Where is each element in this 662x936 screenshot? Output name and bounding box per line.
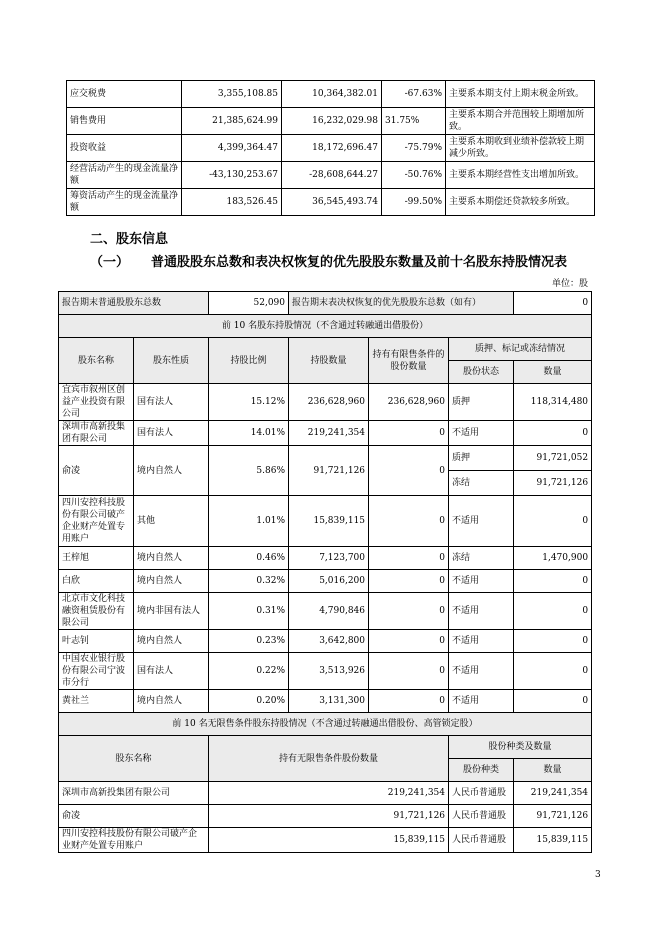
- unrestricted-name: 四川安控科技股份有限公司破产企业财产处置专用账户: [59, 828, 209, 853]
- fin-reason: 主要系本期支付上期末税金所致。: [446, 81, 595, 108]
- holder-quantity: 4,790,846: [289, 593, 369, 630]
- holder-amount: 0: [514, 421, 592, 446]
- holder-name: 俞凌: [59, 446, 134, 496]
- holder-amount: 0: [514, 690, 592, 713]
- holder-nature: 境内自然人: [134, 570, 209, 593]
- top10-header-row: [59, 338, 592, 361]
- holder-quantity: 91,721,126: [289, 446, 369, 496]
- holder-nature: 境内自然人: [134, 547, 209, 570]
- table-row: [59, 384, 592, 421]
- holder-amount: 0: [514, 570, 592, 593]
- holder-amount: 0: [514, 496, 592, 547]
- fin-item: 经营活动产生的现金流量净额: [67, 162, 182, 189]
- unrestricted-quantity: 15,839,115: [209, 828, 449, 853]
- holder-name: 四川安控科技股份有限公司破产企业财产处置专用账户: [59, 496, 134, 547]
- fin-previous: 18,172,696.47: [282, 135, 382, 162]
- holder-status: 不适用: [449, 593, 514, 630]
- table-row: [67, 135, 595, 162]
- unrestricted-quantity: 91,721,126: [209, 805, 449, 828]
- preferred-holders-label: 报告期末表决权恢复的优先股股东总数（如有）: [289, 292, 514, 315]
- holder-nature: 境内自然人: [134, 630, 209, 653]
- fin-reason: 主要系本期偿还贷款较多所致。: [446, 189, 595, 216]
- table-row: [59, 828, 592, 853]
- holder-name: 王梓旭: [59, 547, 134, 570]
- holder-name: 深圳市高新投集团有限公司: [59, 421, 134, 446]
- financial-changes-table: [66, 80, 595, 216]
- holder-nature: 国有法人: [134, 421, 209, 446]
- header-restricted: 持有有限售条件的股份数量: [369, 338, 449, 384]
- header-class: 股份种类: [449, 759, 514, 782]
- holder-status: 质押: [449, 446, 514, 471]
- holder-restricted: 0: [369, 630, 449, 653]
- holder-name: 宜宾市叙州区创益产业投资有限公司: [59, 384, 134, 421]
- holder-quantity: 3,642,800: [289, 630, 369, 653]
- table-row: [59, 653, 592, 690]
- holder-ratio: 0.31%: [209, 593, 289, 630]
- table-row: [59, 446, 592, 471]
- holder-amount: 1,470,900: [514, 547, 592, 570]
- holder-amount: 91,721,052: [514, 446, 592, 471]
- holder-ratio: 0.23%: [209, 630, 289, 653]
- holder-amount: 0: [514, 653, 592, 690]
- unrestricted-quantity: 219,241,354: [209, 782, 449, 805]
- header-status: 股份状态: [449, 361, 514, 384]
- unrestricted-name: 深圳市高新投集团有限公司: [59, 782, 209, 805]
- table-row: [59, 421, 592, 446]
- unit-label: 单位：股: [551, 279, 588, 289]
- subsection-text: 普通股股东总数和表决权恢复的优先股股东数量及前十名股东持股情况表: [151, 255, 568, 270]
- header-ratio: 持股比例: [209, 338, 289, 384]
- preferred-holders-value: 0: [514, 292, 592, 315]
- subsection-number: （一）: [90, 255, 130, 270]
- holder-amount: 0: [514, 630, 592, 653]
- unrestricted-title-row: [59, 713, 592, 736]
- fin-current: 4,399,364.47: [182, 135, 282, 162]
- holder-ratio: 0.32%: [209, 570, 289, 593]
- table-row: [59, 593, 592, 630]
- unrestricted-amount: 91,721,126: [514, 805, 592, 828]
- holder-amount: 0: [514, 593, 592, 630]
- holder-ratio: 0.22%: [209, 653, 289, 690]
- holder-quantity: 3,131,300: [289, 690, 369, 713]
- table-row: [67, 108, 595, 135]
- holder-ratio: 0.46%: [209, 547, 289, 570]
- fin-current: 3,355,108.85: [182, 81, 282, 108]
- summary-row: [59, 292, 592, 315]
- holder-quantity: 5,016,200: [289, 570, 369, 593]
- unrestricted-amount: 219,241,354: [514, 782, 592, 805]
- holder-name: 黄社兰: [59, 690, 134, 713]
- holder-amount: 118,314,480: [514, 384, 592, 421]
- holder-quantity: 219,241,354: [289, 421, 369, 446]
- holder-name: 中国农业银行股份有限公司宁波市分行: [59, 653, 134, 690]
- holder-nature: 国有法人: [134, 653, 209, 690]
- holder-status: 不适用: [449, 630, 514, 653]
- fin-reason: 主要系本期收到业绩补偿款较上期减少所致。: [446, 135, 595, 162]
- table-row: [67, 189, 595, 216]
- header-amount: 数量: [514, 361, 592, 384]
- holder-ratio: 14.01%: [209, 421, 289, 446]
- holder-status: 质押: [449, 384, 514, 421]
- holder-restricted: 0: [369, 653, 449, 690]
- fin-previous: 36,545,493.74: [282, 189, 382, 216]
- unrestricted-header-row: [59, 736, 592, 759]
- holder-name: 北京市文化科技融资租赁股份有限公司: [59, 593, 134, 630]
- fin-item: 投资收益: [67, 135, 182, 162]
- holder-nature: 境内自然人: [134, 446, 209, 496]
- holder-status: 不适用: [449, 496, 514, 547]
- header-name: 股东名称: [59, 338, 134, 384]
- unrestricted-title: 前 10 名无限售条件股东持股情况（不含通过转融通出借股份、高管锁定股）: [59, 713, 592, 736]
- fin-reason: 主要系本期经营性支出增加所致。: [446, 162, 595, 189]
- top10-title-row: [59, 315, 592, 338]
- header-class-group: 股份种类及数量: [449, 736, 592, 759]
- holder-status: 不适用: [449, 421, 514, 446]
- holder-status: 不适用: [449, 570, 514, 593]
- table-row: [59, 570, 592, 593]
- fin-item: 筹资活动产生的现金流量净额: [67, 189, 182, 216]
- holder-restricted: 0: [369, 570, 449, 593]
- fin-reason: 主要系本期合并范围较上期增加所致。: [446, 108, 595, 135]
- fin-previous: -28,608,644.27: [282, 162, 382, 189]
- holder-restricted: 0: [369, 446, 449, 496]
- table-row: [59, 805, 592, 828]
- table-row: [67, 162, 595, 189]
- fin-current: -43,130,253.67: [182, 162, 282, 189]
- unrestricted-class: 人民币普通股: [449, 782, 514, 805]
- holder-status: 冻结: [449, 547, 514, 570]
- holder-restricted: 0: [369, 593, 449, 630]
- table-row: [59, 496, 592, 547]
- holder-quantity: 236,628,960: [289, 384, 369, 421]
- holder-quantity: 15,839,115: [289, 496, 369, 547]
- fin-change: 31.75%: [382, 108, 446, 135]
- shareholders-table: [58, 291, 592, 853]
- subsection-title: [90, 251, 567, 270]
- holder-status: 不适用: [449, 653, 514, 690]
- table-row: [59, 690, 592, 713]
- unrestricted-class: 人民币普通股: [449, 828, 514, 853]
- fin-item: 应交税费: [67, 81, 182, 108]
- table-row: [59, 547, 592, 570]
- holder-name: 白欣: [59, 570, 134, 593]
- section-title: 二、股东信息: [90, 232, 169, 247]
- header-class-amount: 数量: [514, 759, 592, 782]
- fin-change: -50.76%: [382, 162, 446, 189]
- holder-nature: 其他: [134, 496, 209, 547]
- holder-amount-2: 91,721,126: [514, 471, 592, 496]
- fin-change: -99.50%: [382, 189, 446, 216]
- fin-change: -67.63%: [382, 81, 446, 108]
- holder-restricted: 0: [369, 690, 449, 713]
- fin-item: 销售费用: [67, 108, 182, 135]
- holder-ratio: 1.01%: [209, 496, 289, 547]
- holder-restricted: 0: [369, 547, 449, 570]
- top10-title: 前 10 名股东持股情况（不含通过转融通出借股份）: [59, 315, 592, 338]
- table-row: [67, 81, 595, 108]
- holder-ratio: 15.12%: [209, 384, 289, 421]
- header-nature: 股东性质: [134, 338, 209, 384]
- holder-ratio: 5.86%: [209, 446, 289, 496]
- header-pledge-group: 质押、标记或冻结情况: [449, 338, 592, 361]
- holder-nature: 境内非国有法人: [134, 593, 209, 630]
- table-row: [59, 630, 592, 653]
- holder-restricted: 236,628,960: [369, 384, 449, 421]
- unrestricted-class: 人民币普通股: [449, 805, 514, 828]
- holder-quantity: 7,123,700: [289, 547, 369, 570]
- holder-nature: 国有法人: [134, 384, 209, 421]
- fin-current: 183,526.45: [182, 189, 282, 216]
- holder-restricted: 0: [369, 496, 449, 547]
- header-unrestricted-quantity: 持有无限售条件股份数量: [209, 736, 449, 782]
- fin-previous: 10,364,382.01: [282, 81, 382, 108]
- unrestricted-name: 俞凌: [59, 805, 209, 828]
- holder-status: 不适用: [449, 690, 514, 713]
- fin-previous: 16,232,029.98: [282, 108, 382, 135]
- fin-current: 21,385,624.99: [182, 108, 282, 135]
- total-holders-label: 报告期末普通股股东总数: [59, 292, 209, 315]
- table-row: [59, 782, 592, 805]
- holder-status-2: 冻结: [449, 471, 514, 496]
- fin-change: -75.79%: [382, 135, 446, 162]
- unrestricted-amount: 15,839,115: [514, 828, 592, 853]
- holder-ratio: 0.20%: [209, 690, 289, 713]
- header-unrestricted-name: 股东名称: [59, 736, 209, 782]
- header-quantity: 持股数量: [289, 338, 369, 384]
- holder-nature: 境内自然人: [134, 690, 209, 713]
- holder-quantity: 3,513,926: [289, 653, 369, 690]
- total-holders-value: 52,090: [209, 292, 289, 315]
- holder-name: 叶志钊: [59, 630, 134, 653]
- page-number: 3: [595, 870, 601, 880]
- holder-restricted: 0: [369, 421, 449, 446]
